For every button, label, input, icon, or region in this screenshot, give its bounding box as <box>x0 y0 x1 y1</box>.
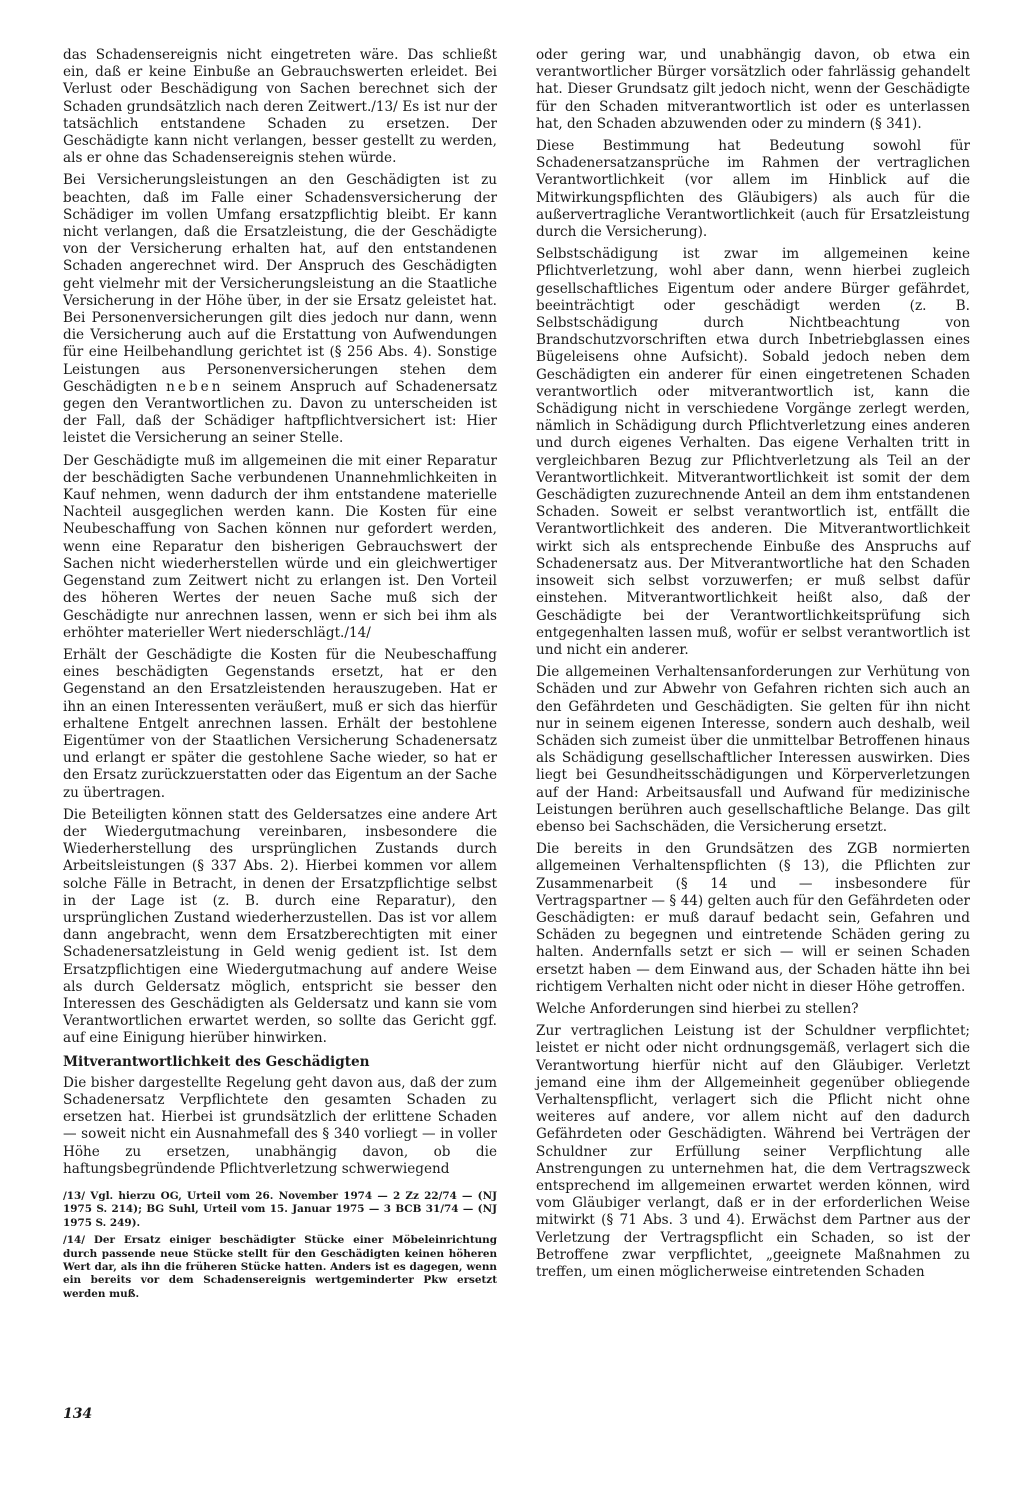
paragraph-text: seinem Anspruch auf Schadenersatz gegen den Verantwortlichen zu. Davon zu unterscheiden ist der Fall, daß der Schädiger haftpflichtversichert ist: Hier leistet die Versicherung an seiner Stelle. <box>63 378 497 447</box>
section-heading: Mitverantwortlichkeit des Geschädigten <box>63 1053 370 1070</box>
paragraph: Zur vertraglichen Leistung ist der Schuldner verpflichtet; leistet er nicht oder nicht ordnungsgemäß, verlagert sich die Verantwortung hierfür nicht auf den Gläubiger. Verletzt jemand eine ihm der Allgemeinheit gegenüber obliegende Verhaltenspflicht, verlagert sich die Pflicht nicht ohne weiteres auf andere, vor allem nicht auf den dadurch Gefährdeten oder Geschädigten. Während bei Verträgen der Schuldner zur Erfüllung seiner Verpflichtung alle Anstrengungen zu unternehmen hat, die dem Vertragszweck entsprechend im allgemeinen erwartet werden können, wird vom Gläubiger verlangt, daß er in der erforderlichen Weise mitwirkt (§ 71 Abs. 3 und 4). Erwächst dem Partner aus der Verletzung der Vertragspflicht ein Schaden, so ist der Betroffene zwar verpflichtet, „geeignete Maßnahmen zu treffen, um einen möglicherweise eintretenden Schaden <box>536 1023 970 1281</box>
footnote-14: /14/ Der Ersatz einiger beschädigter Stücke einer Möbeleinrichtung durch passende neue Stücke stellt für den Geschädigten keinen höheren Wert dar, als ihn die früheren Stücke hatten. Anders ist es dagegen, wenn ein bereits vor dem Schadensereignis wertgeminderter Pkw ersetzt werden muß. <box>63 1234 497 1300</box>
emphasized-word: neben <box>166 378 224 395</box>
paragraph: Selbstschädigung ist zwar im allgemeinen keine Pflichtverletzung, wohl aber dann, wenn hierbei zugleich gesellschaftliches Eigentum oder andere Bürger gefährdet, beeinträchtigt oder geschädigt werden (z. B. Selbstschädigung durch Nichtbeachtung von Brandschutzvorschriften etwa durch Inbetriebglassen eines Bügeleisens ohne Aufsicht). Sobald jedoch neben dem Geschädigten ein anderer für einen eingetretenen Schaden verantwortlich oder mitverantwortlich ist, kann die Schädigung nicht in verschiedene Vorgänge zerlegt werden, nämlich in Schädigung durch Pflichtverletzung eines anderen und durch eigenes Verhalten. Das eigene Verhalten tritt in vergleichbaren Bezug zur Pflichtverletzung als Teil an der Verantwortlichkeit. Mitverantwortlichkeit ist somit der dem Geschädigten zuzurechnende Anteil an dem ihm entstandenen Schaden. Soweit er selbst verantwortlich ist, entfällt die Verantwortlichkeit des anderen. Die Mitverantwortlichkeit wirkt sich als entsprechende Einbuße des Anspruchs auf Schadenersatz aus. Der Mitverantwortliche hat den Schaden insoweit sich selbst vorzuwerfen; er muß selbst dafür einstehen. Mitverantwortlichkeit heißt also, daß der Geschädigte bei der Verantwortlichkeitsprüfung sich entgegenhalten lassen muß, wofür er selbst verantwortlich ist und nicht ein anderer. <box>536 246 970 658</box>
paragraph: Welche Anforderungen sind hierbei zu stellen? <box>536 1000 859 1017</box>
page-number: 134 <box>63 1406 93 1422</box>
paragraph-text: Bei Versicherungsleistungen an den Geschädigten ist zu beachten, daß im Falle einer Schadensversicherung der Schädiger im vollen Umfang ersatzpflichtig bleibt. Er kann nicht verlangen, daß die Ersatzleistung, die der Geschädigte von der Versicherung erhalten hat, auf den entstandenen Schaden angerechnet wird. Der Anspruch des Geschädigten geht vielmehr mit der Versicherungsleistung an die Staatliche Versicherung in der Höhe über, in der sie Ersatz geleistet hat. Bei Personenversicherungen gilt dies jedoch nur dann, wenn die Versicherung auch auf die Erstattung von Aufwendungen für eine Heilbehandlung gerichtet ist (§ 256 Abs. 4). Sonstige Leistungen aus Personenversicherungen stehen dem Geschädigten <box>63 172 497 395</box>
right-column <box>536 47 970 1286</box>
paragraph: Die allgemeinen Verhaltensanforderungen zur Verhütung von Schäden und zur Abwehr von Gefahren richten sich auch an den Gefährdeten und Geschädigten. Sie gelten für ihn nicht nur in seinem eigenen Interesse, sondern auch deshalb, weil Schäden sich zumeist über die unmittelbar Betroffenen hinaus als Schädigung gesellschaftlicher Interessen auswirken. Dies liegt bei Gesundheitsschädigungen und Körperverletzungen auf der Hand: Arbeitsausfall und Aufwand für medizinische Leistungen berühren auch gesellschaftliche Belange. Das gilt ebenso bei Sachschäden, die Versicherung ersetzt. <box>536 664 970 835</box>
paragraph: Die bisher dargestellte Regelung geht davon aus, daß der zum Schadenersatz Verpflichtete den gesamten Schaden zu ersetzen hat. Hierbei ist grundsätzlich der erlittene Schaden — soweit nicht ein Ausnahmefall des § 340 vorliegt — in voller Höhe zu ersetzen, unabhängig davon, ob die haftungsbegründende Pflichtverletzung schwerwiegend <box>63 1074 497 1177</box>
paragraph: Diese Bestimmung hat Bedeutung sowohl für Schadenersatzansprüche im Rahmen der vertraglichen Verantwortlichkeit (vor allem im Hinblick auf die Mitwirkungspflichten des Gläubigers) als auch für die außervertragliche Verantwortlichkeit (auch für Ersatzleistung durch die Versicherung). <box>536 138 970 241</box>
footnotes <box>63 1190 497 1301</box>
paragraph: das Schadensereignis nicht eingetreten wäre. Das schließt ein, daß er keine Einbuße an Gebrauchswerten erleidet. Bei Verlust oder Beschädigung von Sachen berechnet sich der Schaden grundsätzlich nach deren Zeitwert./13/ Es ist nur der tatsächlich entstandene Schaden zu ersetzen. Der Geschädigte kann nicht verlangen, besser gestellt zu werden, als er ohne das Schadensereignis stehen würde. <box>63 47 497 167</box>
paragraph: Die bereits in den Grundsätzen des ZGB normierten allgemeinen Verhaltenspflichten (§ 13), die Pflichten zur Zusammenarbeit (§ 14 und — insbesondere für Vertragspartner — § 44) gelten auch für den Gefährdeten oder Geschädigten: er muß darauf bedacht sein, Gefahren und Schäden zu begegnen und eintretende Schäden gering zu halten. Andernfalls setzt er sich — will er seinen Schaden ersetzt haben — dem Einwand aus, der Schaden hätte ihn bei richtigem Verhalten nicht oder nicht in dieser Höhe getroffen. <box>536 841 970 995</box>
paragraph: Die Beteiligten können statt des Geldersatzes eine andere Art der Wiedergutmachung vereinbaren, insbesondere die Wiederherstellung des ursprünglichen Zustands durch Arbeitsleistungen (§ 337 Abs. 2). Hierbei kommen vor allem solche Fälle in Betracht, in denen der Ersatzpflichtige selbst in der Lage ist (z. B. durch eine Reparatur), den ursprünglichen Zustand wiederherzustellen. Das ist vor allem dann angebracht, wenn dem Ersatzberechtigten mit einer Schadenersatzleistung in Geld wenig gedient ist. Ist dem Ersatzpflichtigen eine Wiedergutmachung auf andere Weise als durch Geldersatz möglich, entspricht sie besser den Interessen des Geschädigten als Geldersatz und kann sie vom Verantwortlichen erwartet werden, so sollte das Gericht ggf. auf eine Einigung hierüber hinwirken. <box>63 806 497 1047</box>
paragraph: oder gering war, und unabhängig davon, ob etwa ein verantwortlicher Bürger vorsätzlich oder fahrlässig gehandelt hat. Dieser Grundsatz gilt jedoch nicht, wenn der Geschädigte für den Schaden mitverantwortlich ist oder es unterlassen hat, den Schaden abzuwenden oder zu mindern (§ 341). <box>536 47 970 132</box>
paragraph: Der Geschädigte muß im allgemeinen die mit einer Reparatur der beschädigten Sache verbundenen Unannehmlichkeiten in Kauf nehmen, wenn dadurch der ihm entstandene materielle Nachteil ausgeglichen werden kann. Die Kosten für eine Neubeschaffung von Sachen können nur gefordert werden, wenn eine Reparatur den bisherigen Gebrauchswert der Sachen nicht wiederherstellen würde und ein gleichwertiger Gegenstand zum Zeitwert nicht zu erlangen ist. Den Vorteil des höheren Wertes der neuen Sache muß sich der Geschädigte nur anrechnen lassen, wenn er sich bei ihm als erhöhter materieller Wert niederschlägt./14/ <box>63 452 497 641</box>
footnote-13: /13/ Vgl. hierzu OG, Urteil vom 26. November 1974 — 2 Zz 22/74 — (NJ 1975 S. 214); BG Suhl, Urteil vom 15. Januar 1975 — 3 BCB 31/74 — (NJ 1975 S. 249). <box>63 1190 497 1229</box>
left-column <box>63 47 497 1305</box>
paragraph <box>63 172 497 447</box>
paragraph: Erhält der Geschädigte die Kosten für die Neubeschaffung eines beschädigten Gegenstands ersetzt, hat er den Gegenstand an den Ersatzleistenden herauszugeben. Hat er ihn an einen Interessenten veräußert, muß er sich das hierfür erhaltene Entgelt anrechnen lassen. Erhält der bestohlene Eigentümer von der Staatlichen Versicherung Schadenersatz und erlangt er später die gestohlene Sache wieder, so hat er den Ersatz zurückzuerstatten oder das Eigentum an der Sache zu übertragen. <box>63 646 497 801</box>
